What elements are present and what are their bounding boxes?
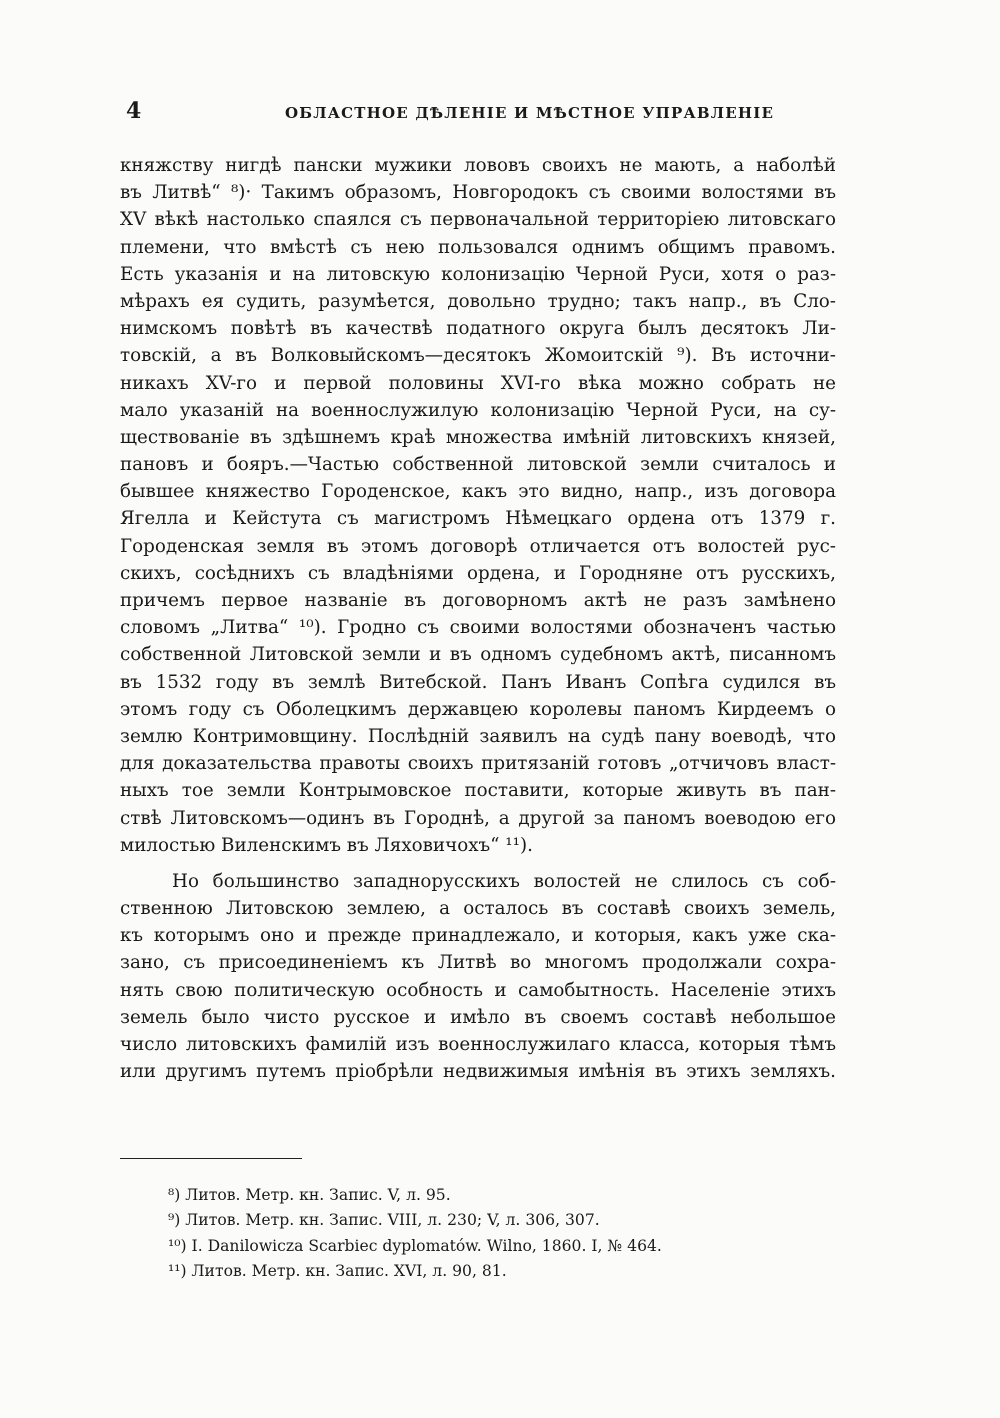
text-line: словомъ „Литва“ ¹⁰). Гродно съ своими волостями обозначенъ частью [120, 617, 836, 639]
text-line: бывшее княжество Городенское, какъ это видно, напр., изъ договора [120, 481, 836, 503]
text-line: или другимъ путемъ пріобрѣли недвижимыя имѣнія въ этихъ земляхъ. [120, 1061, 836, 1083]
text-line: Но большинство западнорусскихъ волостей не слилось съ соб- [172, 870, 836, 892]
text-line: нимскомъ повѣтѣ въ качествѣ податного округа былъ десятокъ Ли- [120, 318, 836, 340]
text-line: Ягелла и Кейстута съ магистромъ Нѣмецкаго ордена отъ 1379 г. [120, 508, 836, 530]
text-line: въ Литвѣ“ ⁸)· Такимъ образомъ, Новгородокъ съ своими волостями въ [120, 182, 836, 204]
footnote: ¹¹) Литов. Метр. кн. Запис. XVI, л. 90, 81. [168, 1261, 507, 1280]
text-line: причемъ первое названіе въ договорномъ актѣ не разъ замѣнено [120, 590, 836, 611]
text-line: мѣрахъ ея судить, разумѣется, довольно трудно; такъ напр., въ Сло- [120, 290, 836, 312]
text-line: этомъ году съ Оболецкимъ державцею королевы паномъ Кирдеемъ о [120, 698, 836, 720]
text-line: скихъ, сосѣднихъ съ владѣніями ордена, и Городняне отъ русскихъ, [120, 562, 836, 584]
text-line: землю Контримовщину. Послѣдній заявилъ на судѣ пану воеводѣ, что [120, 725, 836, 747]
text-line: для доказательства правоты своихъ притязаній готовъ „отчичовъ власт- [120, 753, 836, 775]
text-line: никахъ XV-го и первой половины XVI-го вѣка можно собрать не [120, 372, 836, 394]
body-text [120, 152, 836, 1085]
text-line: нять свою политическую особность и самобытность. Населеніе этихъ [120, 979, 836, 1001]
text-line: ныхъ тое земли Контрымовское поставити, которые живуть въ пан- [120, 780, 836, 802]
text-line: Есть указанія и на литовскую колонизацію Черной Руси, хотя о раз- [120, 263, 836, 285]
text-line: мало указаній на военнослужилую колонизацію Черной Руси, на су- [120, 399, 836, 421]
text-line: Городенская земля въ этомъ договорѣ отличается отъ волостей рус- [120, 535, 836, 557]
text-line: княжству нигдѣ пански мужики лововъ своихъ не мають, а наболѣй [120, 155, 836, 176]
footnote: ⁸) Литов. Метр. кн. Запис. V, л. 95. [168, 1186, 451, 1204]
text-line: товскій, а въ Волковыйскомъ—десятокъ Жомоитскій ⁹). Въ источни- [120, 345, 836, 367]
footnote: ¹⁰) I. Danilowicza Scarbiec dyplomatów. Wilno, 1860. I, № 464. [168, 1236, 662, 1255]
text-line: племени, что вмѣстѣ съ нею пользовался однимъ общимъ правомъ. [120, 236, 836, 258]
text-line: въ 1532 году въ землѣ Витебской. Панъ Иванъ Сопѣга судился въ [120, 671, 836, 693]
text-line: пановъ и бояръ.—Частью собственной литовской земли считалось и [120, 454, 836, 476]
text-line: милостью Виленскимъ въ Ляховичохъ“ ¹¹). [120, 834, 533, 856]
text-line: ществованіе въ здѣшнемъ краѣ множества имѣній литовскихъ князей, [120, 426, 836, 448]
text-line: XV вѣкѣ настолько спаялся съ первоначальной территоріею литовскаго [120, 209, 836, 231]
footnotes [168, 1183, 808, 1284]
text-line: зано, съ присоединеніемъ къ Литвѣ во многомъ продолжали сохра- [120, 952, 836, 974]
text-line: земель было чисто русское и имѣло въ своемъ составѣ небольшое [120, 1006, 836, 1028]
footnote: ⁹) Литов. Метр. кн. Запис. VIII, л. 230; V, л. 306, 307. [168, 1211, 600, 1230]
page-number: 4 [126, 98, 142, 124]
footnote-separator [120, 1158, 302, 1159]
text-line: ственною Литовскою землею, а осталось въ составѣ своихъ земель, [120, 898, 836, 920]
text-line: собственной Литовской земли и въ одномъ судебномъ актѣ, писанномъ [120, 644, 836, 666]
running-title: ОБЛАСТНОЕ ДѢЛЕНІЕ И МѢСТНОЕ УПРАВЛЕНІЕ [285, 104, 775, 122]
text-line: ствѣ Литовскомъ—одинъ въ Городнѣ, а другой за паномъ воеводою его [120, 807, 836, 829]
text-line: число литовскихъ фамилій изъ военнослужилаго класса, которыя тѣмъ [120, 1034, 836, 1055]
text-line: къ которымъ оно и прежде принадлежало, и которыя, какъ уже ска- [120, 925, 836, 947]
